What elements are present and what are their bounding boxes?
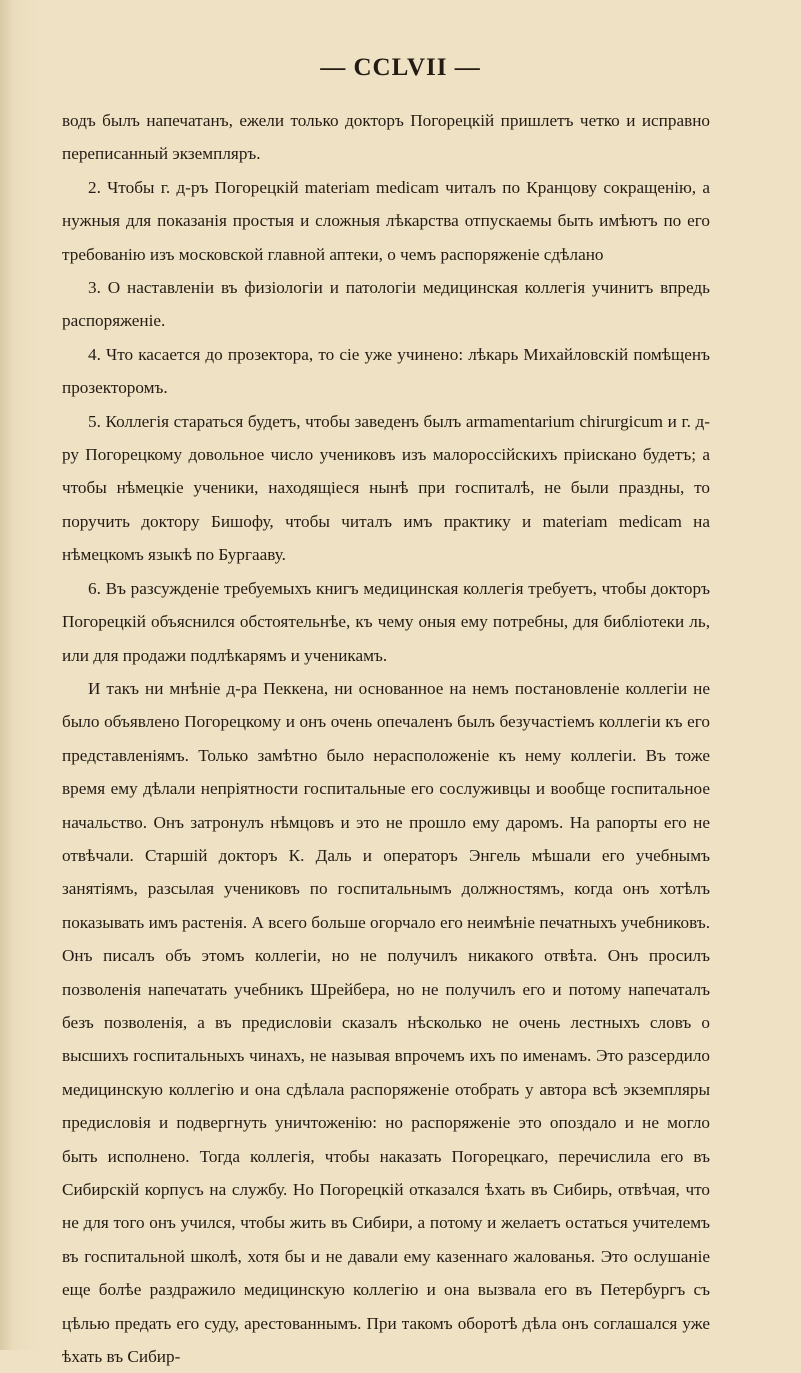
paragraph-item-6: 6. Въ разсужденіе требуемыхъ книгъ медицинская коллегія требуетъ, чтобы докторъ Погорецкій объяснился обстоятельнѣе, къ чему оныя ему потребны, для библіотеки ль, или для продажи подлѣкарямъ и ученикамъ. xyxy=(62,578,710,665)
paragraph-item-2: 2. Чтобы г. д-ръ Погорецкій materiam medicam читалъ по Кранцову сокращенію, а нужныя для показанія простыя и сложныя лѣкарства отпускаемы быть имѣютъ по его требованію изъ московской главной аптеки, о чемъ распоряженіе сдѣлано xyxy=(62,177,710,264)
paragraph-item-4: 4. Что касается до прозектора, то сіе уже учинено: лѣкарь Михайловскій помѣщенъ прозекторомъ. xyxy=(62,344,710,398)
paragraph-item-5: 5. Коллегія стараться будетъ, чтобы заведенъ былъ armamentarium chirurgicum и г. д-ру Погорецкому довольное число учениковъ изъ малороссійскихъ пріискано будетъ; а чтобы нѣмецкіе ученики, находящіеся нынѣ при госпиталѣ, не были праздны, то поручить доктору Бишофу, чтобы читалъ имъ практику и materiam medicam на нѣмецкомъ языкѣ по Бургааву. xyxy=(62,411,710,565)
paragraph-item-3: 3. О наставленіи въ физіологіи и патологіи медицинская коллегія учинитъ впредь распоряженіе. xyxy=(62,278,710,331)
page-number-header: — CCLVII — xyxy=(320,54,481,81)
paragraph-narrative: И такъ ни мнѣніе д-ра Пеккена, ни основанное на немъ постановленіе коллегіи не было объявлено Погорецкому и онъ очень опечаленъ былъ безучастіемъ коллегіи къ его представленіямъ. Только замѣтно было нерасположеніе къ нему коллегіи. Въ тоже время ему дѣлали непріятности госпитальные его сослуживцы и вообще госпитальное начальство. Онъ затронулъ нѣмцовъ и это не прошло ему даромъ. На рапорты его не отвѣчали. Старшій докторъ К. Даль и операторъ Энгель мѣшали его учебнымъ занятіямъ, разсылая учениковъ по госпитальнымъ должностямъ, когда онъ хотѣлъ показывать имъ растенія. А всего больше огорчало его неимѣніе печатныхъ учебниковъ. Онъ писалъ объ этомъ коллегіи, но не получилъ никакого отвѣта. Онъ просилъ позволенія напечатать учебникъ Шрейбера, но не получилъ его и потому напечаталъ безъ позволенія, а въ предисловіи сказалъ нѣсколько не очень лестныхъ словъ о высшихъ госпитальныхъ чинахъ, не называя впрочемъ ихъ по именамъ. Это разсердило медицинскую коллегію и она сдѣлала распоряженіе отобрать у автора всѣ экземпляры предисловія и подвергнуть уничтоженію: но распоряженіе это опоздало и не могло быть исполнено. Тогда коллегія, чтобы наказать Погорецкаго, перечислила его въ Сибирскій корпусъ на службу. Но Погорецкій отказался ѣхать въ Сибирь, отвѣчая, что не для того онъ учился, чтобы жить въ Сибири, а потому и желаетъ остаться учителемъ въ госпитальной школѣ, хотя бы и не давали ему казеннаго жалованья. Это ослушаніе еще болѣе раздражило медицинскую коллегію и она вызвала его въ Петербургъ съ цѣлью предать его суду, арестованнымъ. При такомъ оборотѣ дѣла онъ соглашался уже ѣхать въ Сибир- xyxy=(62,678,710,1367)
paragraph-continuation: водъ былъ напечатанъ, ежели только докторъ Погорецкій пришлетъ четко и исправно переписанный экземпляръ. xyxy=(62,111,710,164)
body-text xyxy=(62,104,710,1373)
